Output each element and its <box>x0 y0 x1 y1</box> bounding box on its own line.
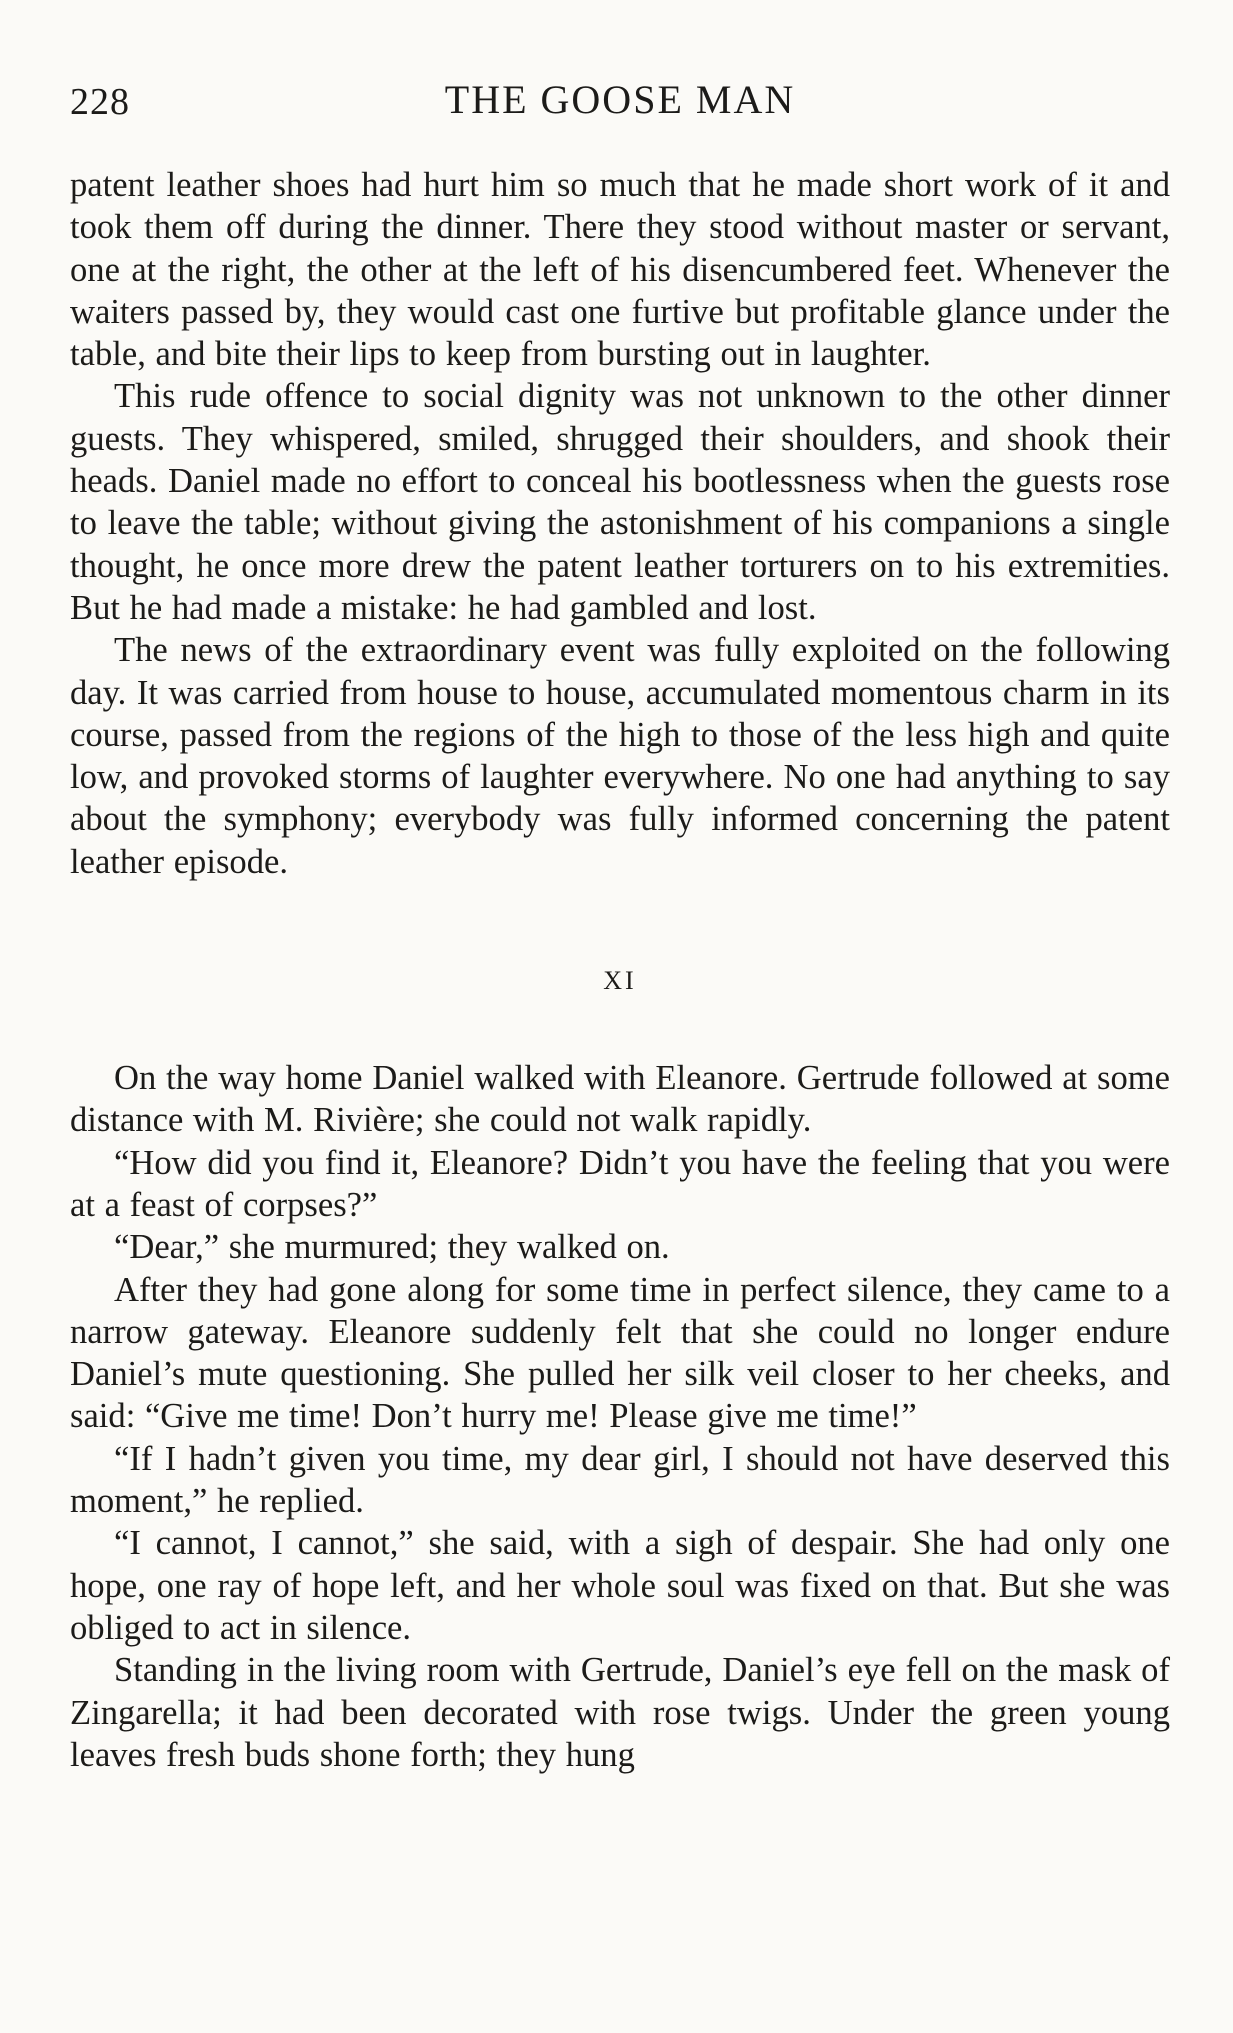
paragraph: On the way home Daniel walked with Eleanore. Gertrude followed at some distance with M. Rivière; she could not walk rapidly. <box>70 1059 1170 1140</box>
paragraph: After they had gone along for some time in perfect silence, they came to a narrow gateway. Eleanore suddenly felt that she could no longer endure Daniel’s mute questioning. She pulled her silk veil closer to her cheeks, and said: “Give me time! Don’t hurry me! Please give me time!” <box>70 1270 1170 1436</box>
paragraph: “I cannot, I cannot,” she said, with a sigh of despair. She had only one hope, one ray of hope left, and her whole soul was fixed on that. But she was obliged to act in silence. <box>70 1524 1170 1647</box>
paragraph: Standing in the living room with Gertrude, Daniel’s eye fell on the mask of Zingarella; it had been decorated with rose twigs. Under the green young leaves fresh buds shone forth; they hung <box>70 1651 1170 1774</box>
paragraph: “How did you find it, Eleanore? Didn’t you have the feeling that you were at a feast of corpses?” <box>70 1143 1170 1224</box>
body-text <box>70 164 1170 1776</box>
paragraph: “If I hadn’t given you time, my dear girl, I should not have deserved this moment,” he replied. <box>70 1439 1170 1521</box>
running-title: THE GOOSE MAN <box>444 77 796 122</box>
book-page <box>70 72 1170 1776</box>
page-header <box>70 72 1170 132</box>
section-heading: XI <box>603 966 637 996</box>
paragraph: The news of the extraordinary event was fully exploited on the following day. It was carried from house to house, accumulated momentous charm in its course, passed from the regions of the high to those of the less high and quite low, and provoked storms of laughter everywhere. No one had anything to say about the symphony; everybody was fully informed concerning the patent leather episode. <box>70 631 1170 881</box>
paragraph: This rude offence to social dignity was not unknown to the other dinner guests. They whispered, smiled, shrugged their shoulders, and shook their heads. Daniel made no effort to conceal his bootlessness when the guests rose to leave the table; without giving the astonishment of his companions a single thought, he once more drew the patent leather torturers on to his extremities. But he had made a mistake: he had gambled and lost. <box>70 377 1170 627</box>
page-number: 228 <box>70 81 130 123</box>
paragraph: patent leather shoes had hurt him so much that he made short work of it and took them off during the dinner. There they stood without master or servant, one at the right, the other at the left of his disencumbered feet. Whenever the waiters passed by, they would cast one furtive but profitable glance under the table, and bite their lips to keep from bursting out in laughter. <box>70 166 1170 374</box>
paragraph: “Dear,” she murmured; they walked on. <box>114 1228 670 1267</box>
